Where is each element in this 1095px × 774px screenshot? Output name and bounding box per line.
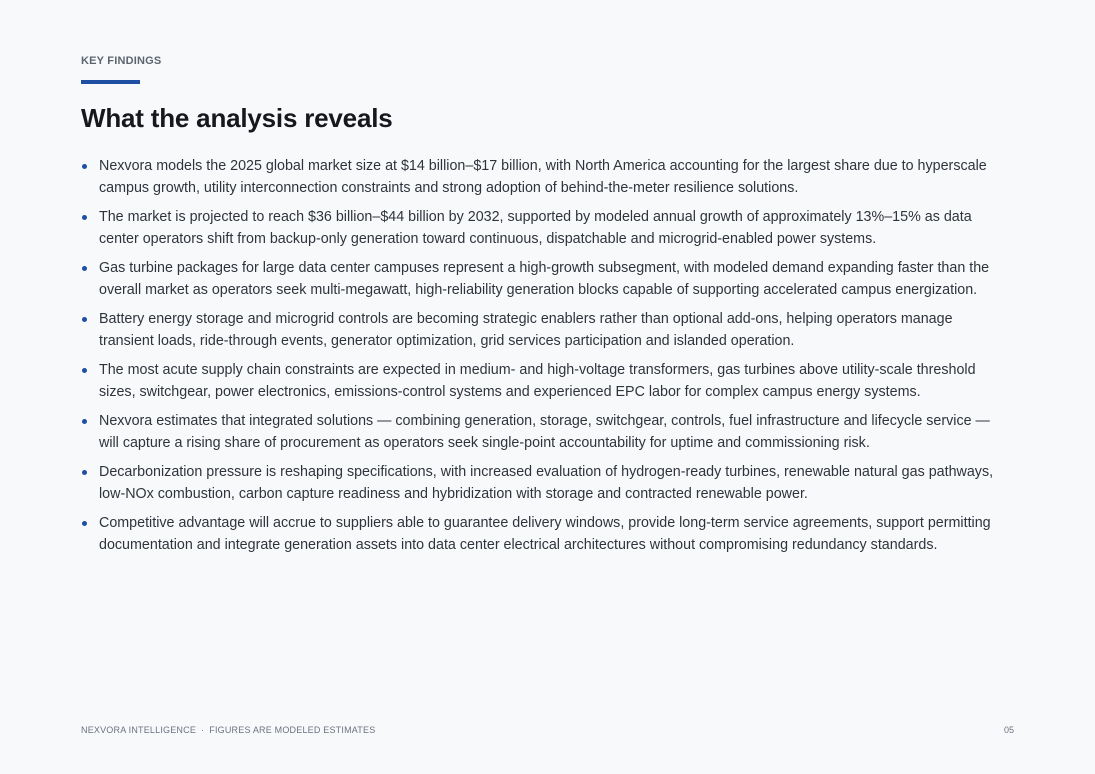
finding-item (81, 359, 1011, 403)
finding-item (81, 461, 1011, 505)
finding-text: Battery energy storage and microgrid controls are becoming strategic enablers rather than optional add-ons, helping operators manage transient loads, ride-through events, generator optimization, grid services participation and islanded operation. (99, 311, 953, 349)
bullet-icon (82, 521, 87, 526)
finding-text: Nexvora models the 2025 global market size at $14 billion–$17 billion, with North America accounting for the largest share due to hyperscale campus growth, utility interconnection constraints and strong adoption of behind-the-meter resilience solutions. (99, 158, 987, 196)
footer-separator: · (201, 725, 205, 735)
bullet-icon (82, 164, 87, 169)
finding-text: Decarbonization pressure is reshaping specifications, with increased evaluation of hydrogen-ready turbines, renewable natural gas pathways, low-NOx combustion, carbon capture readiness and hybridization with storage and contracted renewable power. (99, 464, 994, 502)
bullet-icon (82, 317, 87, 322)
footer-disclaimer: FIGURES ARE MODELED ESTIMATES (209, 725, 376, 735)
finding-item (81, 308, 1011, 352)
bullet-icon (82, 470, 87, 475)
footer-brand: NEXVORA INTELLIGENCE (81, 725, 197, 735)
finding-text: Nexvora estimates that integrated solutions — combining generation, storage, switchgear, controls, fuel infrastructure and lifecycle service — will capture a rising share of procurement as operators seek single-point accountability for uptime and commissioning risk. (99, 413, 990, 451)
page-title: What the analysis reveals (81, 103, 393, 133)
bullet-icon (82, 266, 87, 271)
bullet-icon (82, 368, 87, 373)
bullet-icon (82, 419, 87, 424)
footer-note (81, 725, 375, 735)
finding-item (81, 512, 1011, 556)
finding-text: The market is projected to reach $36 billion–$44 billion by 2032, supported by modeled annual growth of approximately 13%–15% as data center operators shift from backup-only generation toward continuous, dispatchable and microgrid-enabled power systems. (99, 209, 972, 247)
page-number: 05 (1003, 725, 1014, 735)
finding-text: Competitive advantage will accrue to suppliers able to guarantee delivery windows, provide long-term service agreements, support permitting documentation and integrate generation assets into data center electrical architectures without compromising redundancy standards. (99, 515, 991, 553)
finding-text: The most acute supply chain constraints are expected in medium- and high-voltage transformers, gas turbines above utility-scale threshold sizes, switchgear, power electronics, emissions-control systems and experienced EPC labor for complex campus energy systems. (99, 362, 976, 400)
findings-list (81, 155, 1011, 563)
finding-item (81, 257, 1011, 301)
finding-item (81, 410, 1011, 454)
accent-rule (81, 80, 140, 84)
bullet-icon (82, 215, 87, 220)
section-eyebrow: KEY FINDINGS (81, 55, 162, 67)
finding-item (81, 155, 1011, 199)
finding-item (81, 206, 1011, 250)
finding-text: Gas turbine packages for large data center campuses represent a high-growth subsegment, with modeled demand expanding faster than the overall market as operators seek multi-megawatt, high-reliability generation blocks capable of supporting accelerated campus energization. (99, 260, 990, 298)
